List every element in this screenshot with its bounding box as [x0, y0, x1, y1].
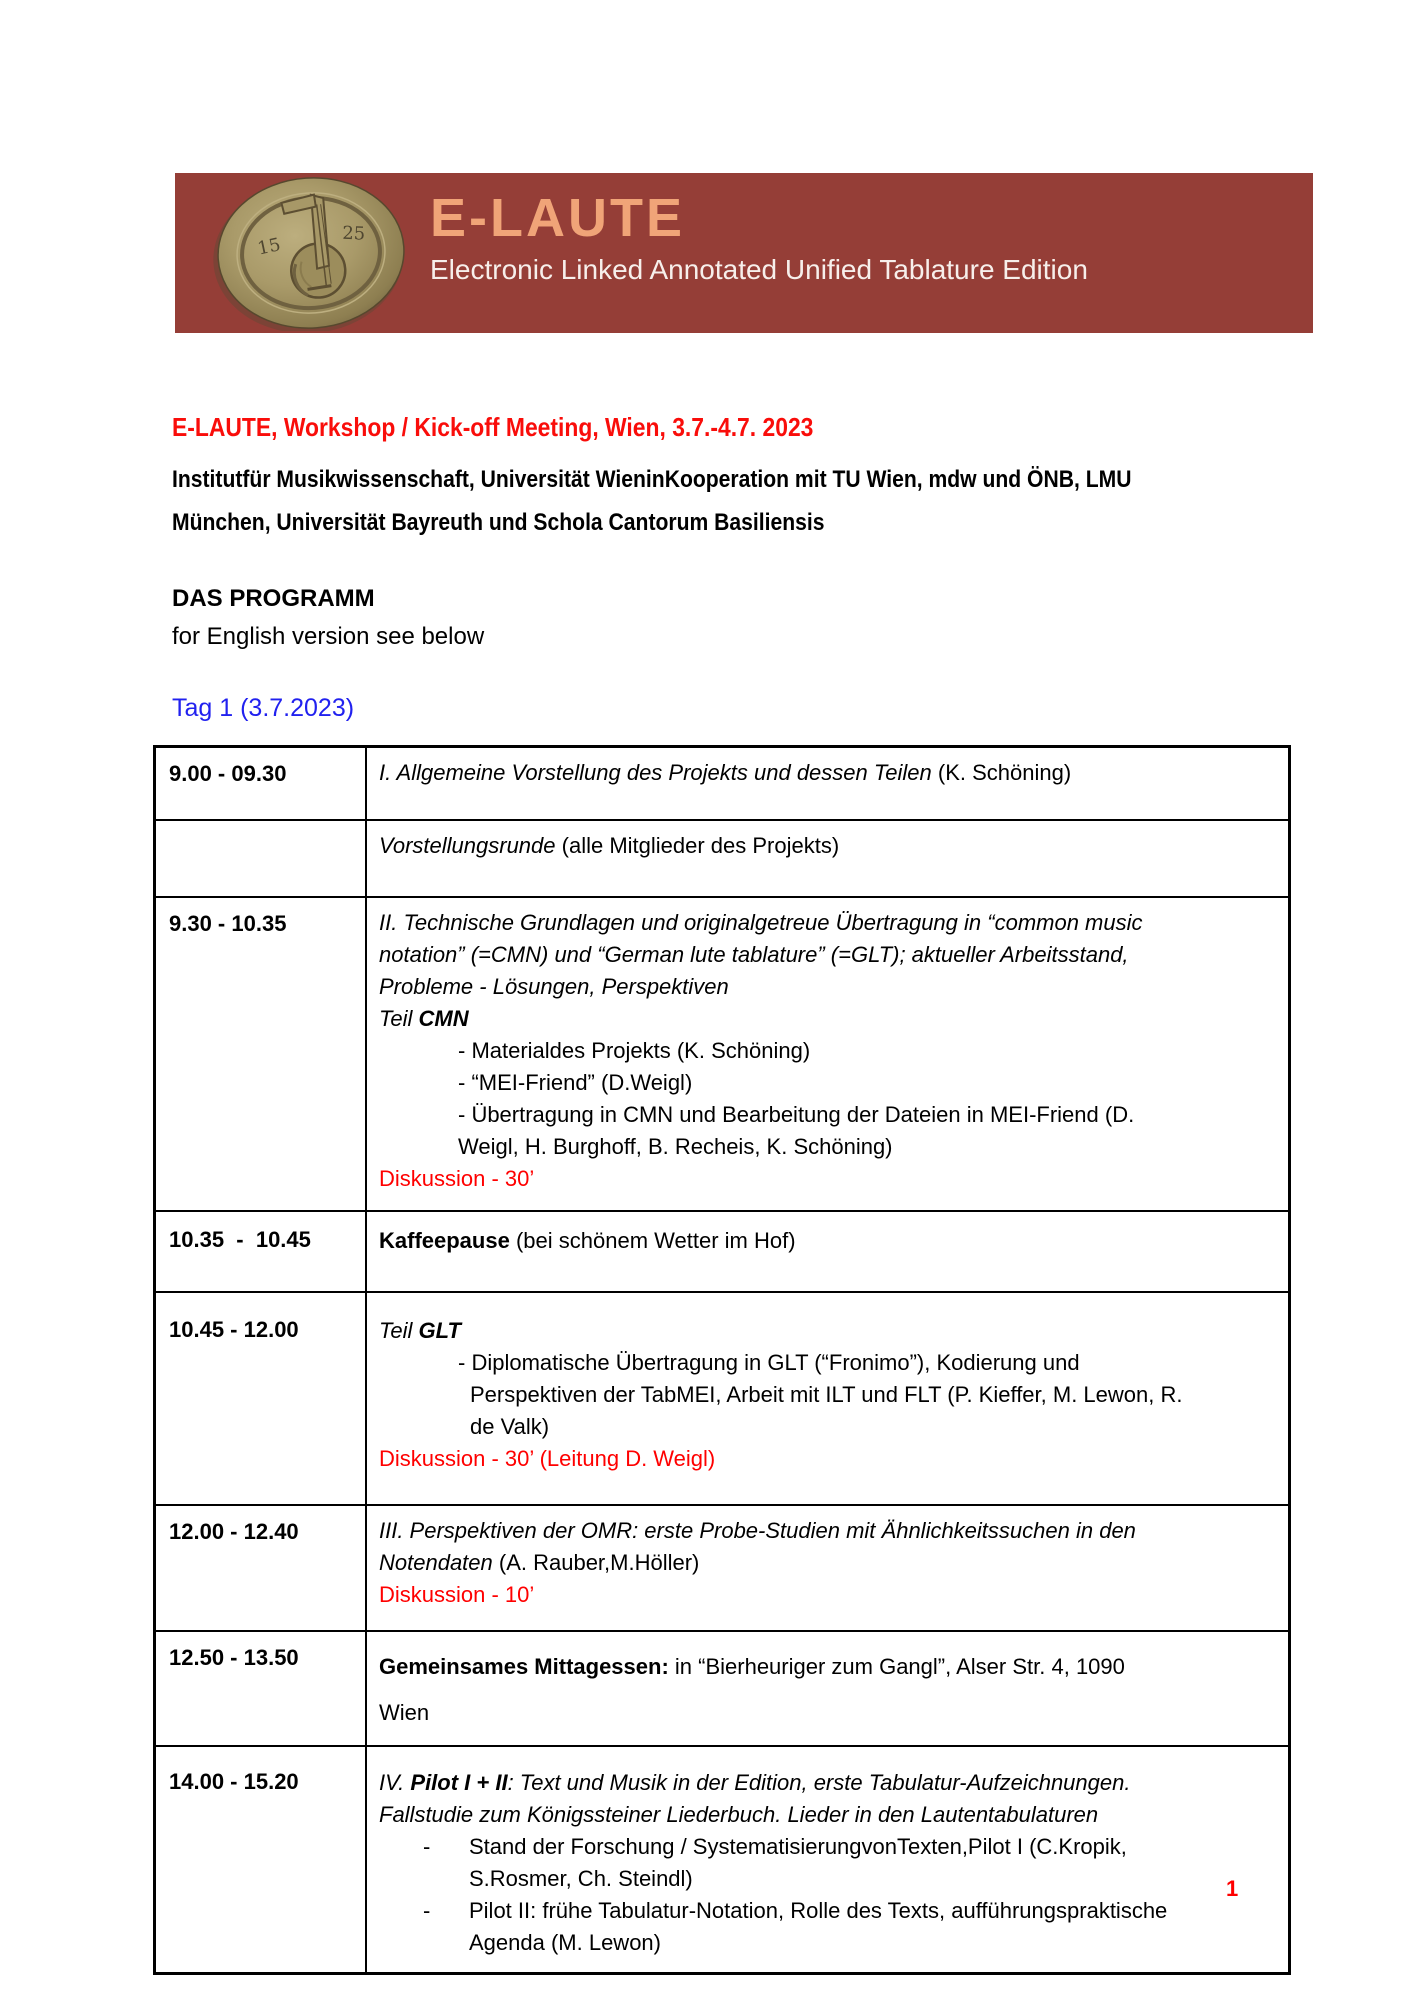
text-segment: Probleme - Lösungen, Perspektiven [379, 974, 729, 999]
session-block [379, 1003, 1274, 1035]
session-cell [366, 1292, 1290, 1505]
session-block [379, 1035, 1274, 1067]
bullet-dash: - [423, 1834, 431, 1859]
intro-section [172, 410, 1352, 724]
session-block [379, 1644, 1274, 1736]
session-block [379, 1767, 1274, 1831]
bullet-text [469, 1831, 1127, 1895]
time-cell: 9.30 - 10.35 [155, 897, 367, 1211]
session-block [379, 1163, 1274, 1195]
text-segment: Perspektiven der TabMEI, Arbeit mit ILT und FLT (P. Kieffer, M. Lewon, R. [470, 1382, 1183, 1407]
text-segment: Notendaten [379, 1550, 493, 1575]
time-cell: 14.00 - 15.20 [155, 1746, 367, 1974]
time-cell [155, 820, 367, 897]
schedule-row [155, 897, 1290, 1211]
session-block [379, 1831, 1274, 1895]
session-block [379, 1895, 1274, 1959]
text-segment: Vorstellungsrunde [379, 833, 556, 858]
session-block [379, 1579, 1274, 1611]
session-cell [366, 747, 1290, 821]
schedule-row [155, 1631, 1290, 1746]
text-segment: GLT [418, 1318, 461, 1343]
session-block [379, 1067, 1274, 1099]
bullet-text [469, 1895, 1167, 1959]
session-cell [366, 1631, 1290, 1746]
institutions-line: München, Universität Bayreuth und Schola Cantorum Basiliensis [172, 509, 825, 536]
schedule-row [155, 820, 1290, 897]
session-cell [366, 1211, 1290, 1292]
banner-text [430, 189, 1088, 286]
institutions-line: Institutfür Musikwissenschaft, Universität WieninKooperation mit TU Wien, mdw und ÖNB, LMU [172, 466, 1132, 493]
text-segment: Kaffeepause [379, 1228, 510, 1253]
text-segment: Teil [379, 1318, 419, 1343]
text-segment: (bei schönem Wetter im Hof) [509, 1228, 796, 1253]
text-segment: - Diplomatische Übertragung in GLT (“Fronimo”), Kodierung und [458, 1350, 1080, 1375]
text-segment: Fallstudie zum Königssteiner Liederbuch. Lieder in den Lautentabulaturen [379, 1802, 1099, 1827]
text-segment: II. Technische Grundlagen und originalgetreue Übertragung in “common music [379, 910, 1143, 935]
workshop-heading: E-LAUTE, Workshop / Kick-off Meeting, Wien, 3.7.-4.7. 2023 [172, 412, 814, 442]
medallion-date-right: 25 [341, 222, 366, 245]
text-segment: Diskussion - 30’ [379, 1166, 535, 1191]
text-segment: Teil [379, 1006, 419, 1031]
program-note: for English version see below [172, 623, 485, 650]
schedule-row [155, 747, 1290, 821]
text-segment: S.Rosmer, Ch. Steindl) [469, 1866, 693, 1891]
time-cell: 9.00 - 09.30 [155, 747, 367, 821]
session-block [379, 1099, 1274, 1163]
text-segment: CMN [418, 1006, 469, 1031]
text-segment: Diskussion - 10’ [379, 1582, 535, 1607]
session-cell [366, 1505, 1290, 1631]
banner-title: E-LAUTE [430, 188, 685, 248]
time-cell: 10.45 - 12.00 [155, 1292, 367, 1505]
session-cell [366, 897, 1290, 1211]
text-segment: - Materialdes Projekts (K. Schöning) [458, 1038, 811, 1063]
institutions-paragraph [172, 458, 1352, 544]
schedule-row [155, 1292, 1290, 1505]
schedule-row [155, 1211, 1290, 1292]
text-segment: Stand der Forschung / SystematisierungvonTexten,Pilot I (C.Kropik, [469, 1834, 1127, 1859]
schedule-table [153, 745, 1291, 1975]
session-block [379, 830, 1274, 862]
schedule-body [155, 747, 1290, 1974]
time-cell: 12.50 - 13.50 [155, 1631, 367, 1746]
schedule-row [155, 1505, 1290, 1631]
session-block [379, 907, 1274, 1003]
text-segment: Diskussion - 30’ (Leitung D. Weigl) [379, 1446, 716, 1471]
day-heading: Tag 1 (3.7.2023) [172, 694, 355, 722]
session-cell [366, 820, 1290, 897]
time-cell: 12.00 - 12.40 [155, 1505, 367, 1631]
program-title: DAS PROGRAMM [172, 585, 375, 612]
text-segment: Gemeinsames Mittagessen: [379, 1654, 669, 1679]
text-segment: Wien [379, 1700, 430, 1725]
text-segment: notation” (=CMN) und “German lute tablature” (=GLT); aktueller Arbeitsstand, [379, 942, 1129, 967]
text-segment: : Text und Musik in der Edition, erste Tabulatur-Aufzeichnungen. [507, 1770, 1131, 1795]
text-segment: (A. Rauber,M.Höller) [492, 1550, 700, 1575]
banner-subtitle: Electronic Linked Annotated Unified Tablature Edition [430, 254, 1088, 286]
text-segment: III. Perspektiven der OMR: erste Probe-Studien mit Ähnlichkeitssuchen in den [379, 1518, 1136, 1543]
text-segment: Agenda (M. Lewon) [469, 1930, 661, 1955]
text-segment: IV. [379, 1770, 411, 1795]
text-segment: Weigl, H. Burghoff, B. Recheis, K. Schöning) [458, 1134, 893, 1159]
text-segment: - Übertragung in CMN und Bearbeitung der Dateien in MEI-Friend (D. [458, 1102, 1135, 1127]
text-segment: I. Allgemeine Vorstellung des Projekts und dessen Teilen [379, 760, 932, 785]
session-block [379, 757, 1274, 789]
text-segment: - “MEI-Friend” (D.Weigl) [458, 1070, 693, 1095]
medallion-date-left: 15 [255, 234, 283, 260]
session-block [379, 1225, 1274, 1257]
bullet-dash: - [423, 1898, 431, 1923]
session-block [379, 1515, 1274, 1579]
text-segment: (alle Mitglieder des Projekts) [555, 833, 840, 858]
session-block [379, 1347, 1274, 1443]
page-number: 1 [1226, 1876, 1239, 1901]
session-block [379, 1315, 1274, 1347]
text-segment: Pilot II: frühe Tabulatur-Notation, Rolle des Texts, aufführungspraktische [469, 1898, 1168, 1923]
text-segment: (K. Schöning) [931, 760, 1072, 785]
text-segment: de Valk) [470, 1414, 550, 1439]
lute-medallion-logo [197, 175, 425, 331]
text-segment: Pilot I + II [410, 1770, 508, 1795]
session-block [379, 1443, 1274, 1475]
text-segment: in “Bierheuriger zum Gangl”, Alser Str. 4, 1090 [668, 1654, 1125, 1679]
session-cell [366, 1746, 1290, 1974]
header-banner [175, 173, 1313, 333]
schedule-row [155, 1746, 1290, 1974]
time-cell: 10.35 - 10.45 [155, 1211, 367, 1292]
